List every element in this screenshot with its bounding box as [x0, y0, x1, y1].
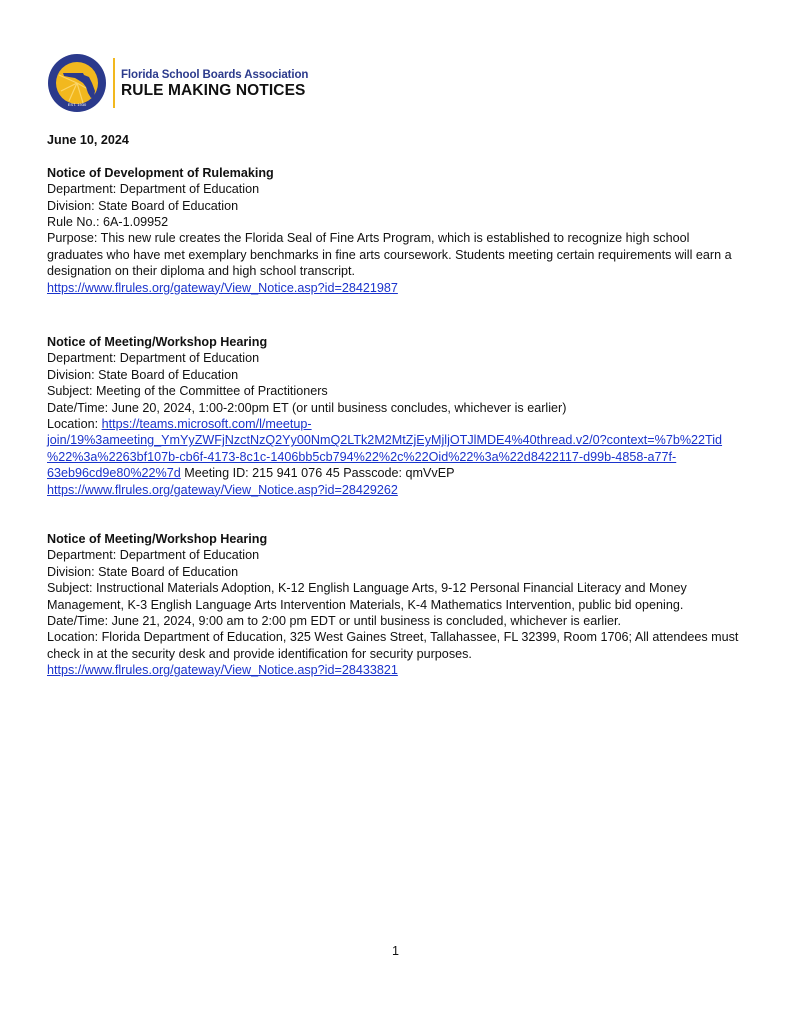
notice-division: Division: State Board of Education [47, 564, 239, 579]
meeting-id-passcode: Meeting ID: 215 941 076 45 Passcode: qmVvEP [180, 466, 455, 481]
notice-location: Location: Florida Department of Education, 325 West Gaines Street, Tallahassee, FL 32399, Room 1706; All attendees must check in at the security desk and provide identification for security purposes. [47, 630, 739, 661]
notice-title: Notice of Meeting/Workshop Hearing [47, 335, 268, 350]
florida-seal-icon [47, 53, 107, 113]
notice-department: Department: Department of Education [47, 548, 260, 563]
notice-link[interactable]: https://www.flrules.org/gateway/View_Notice.asp?id=28433821 [47, 663, 398, 678]
link-line: %22%3a%2263bf107b-cb6f-4173-8c1c-1406bb5cb794%22%2c%22Oid%22%3a%22d8422117-d99b-4858-a77f- [47, 449, 677, 464]
link-line: join/19%3ameeting_YmYyZWFjNzctNzQ2Yy00NmQ2LTk2M2MtZjEyMjljOTJlMDE4%40thread.v2/0?context=%7b%22Tid [47, 433, 723, 448]
notice-title: Notice of Development of Rulemaking [47, 165, 274, 180]
fsba-seal-logo [47, 53, 107, 113]
notice-link[interactable]: https://www.flrules.org/gateway/View_Notice.asp?id=28421987 [47, 280, 398, 295]
notice-department: Department: Department of Education [47, 351, 260, 366]
header-title: RULE MAKING NOTICES [121, 81, 306, 99]
notice-rule-number: Rule No.: 6A-1.09952 [47, 215, 169, 230]
notice-meeting-practitioners [47, 334, 747, 498]
page-header [47, 52, 308, 114]
seal-est-text: EST. 1930 [67, 102, 87, 107]
document-date: June 10, 2024 [47, 133, 129, 147]
notice-department: Department: Department of Education [47, 182, 260, 197]
notice-meeting-instructional-materials [47, 531, 747, 679]
notice-datetime: Date/Time: June 21, 2024, 9:00 am to 2:00 pm EDT or until business is concluded, whichever is earlier. [47, 613, 622, 628]
location-label: Location: [47, 417, 102, 432]
notice-link[interactable]: https://www.flrules.org/gateway/View_Notice.asp?id=28429262 [47, 482, 398, 497]
link-line: https://teams.microsoft.com/l/meetup- [101, 417, 312, 432]
notice-division: Division: State Board of Education [47, 367, 239, 382]
notice-rulemaking [47, 165, 747, 296]
link-line: 63eb96cd9e80%22%7d [47, 466, 181, 481]
brand-block [121, 68, 308, 99]
notice-location [47, 416, 747, 482]
notice-division: Division: State Board of Education [47, 198, 239, 213]
notice-datetime: Date/Time: June 20, 2024, 1:00-2:00pm ET (or until business concludes, whichever is earlier) [47, 400, 567, 415]
notice-title: Notice of Meeting/Workshop Hearing [47, 531, 268, 546]
document-body [47, 132, 747, 711]
notice-subject: Subject: Meeting of the Committee of Practitioners [47, 384, 328, 399]
header-divider [113, 58, 115, 108]
org-name: Florida School Boards Association [121, 68, 309, 81]
notice-subject: Subject: Instructional Materials Adoption, K-12 English Language Arts, 9-12 Personal Financial Literacy and Money Management, K-3 English Language Arts Intervention Materials, K-4 Mathematics Intervention, public bid opening. [47, 581, 687, 612]
page-number: 1 [391, 944, 399, 958]
notice-purpose: Purpose: This new rule creates the Florida Seal of Fine Arts Program, which is established to recognize high school graduates who have met exemplary benchmarks in fine arts coursework. Students meeting certain requirements will earn a designation on their diploma and high school transcript. [47, 231, 732, 279]
